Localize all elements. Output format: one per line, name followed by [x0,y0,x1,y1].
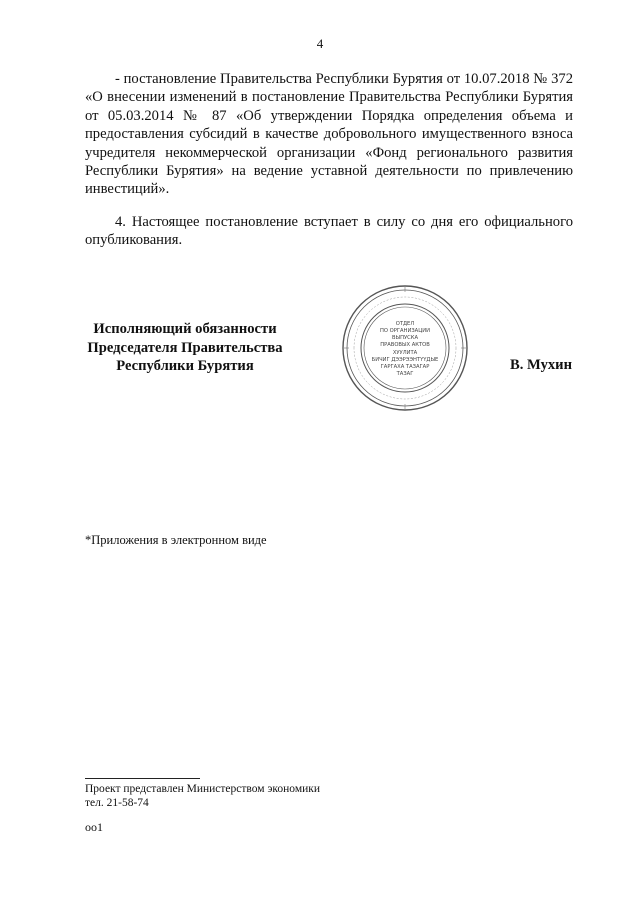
paragraph-effective-date: 4. Настоящее постановление вступает в силу со дня его официального опубликования. [85,214,573,249]
seal-text: ХУУЛИТА [392,350,418,356]
footnote [85,782,320,811]
seal-text: БИЧИГ ДЭЭРЭЭНТҮҮДЫЕ [371,357,439,363]
seal-text: ПО ОРГАНИЗАЦИИ [379,328,431,334]
seal-text: ВЫПУСКА [391,335,419,341]
seal-text: ГАРГАХА ТАЗАГАР [380,364,430,370]
official-seal-stamp [340,283,470,413]
signatory-name: В. Мухин [509,357,572,373]
appendix-note: *Приложения в электронном виде [85,533,267,547]
footnote-presenter: Проект представлен Министерством экономики [85,783,321,795]
page-number: 4 [316,36,324,51]
paragraph-amended-resolution: - постановление Правительства Республики Бурятия от 10.07.2018 № 372 «О внесении изменений в постановление Правительства Республики Бурятия от 05.03.2014 № 87 «Об утверждении Порядка определения объема и предоставления субсидий в качестве добровольного имущественного взноса учредителя некоммерческой организации «Фонд регионального развития Республики Бурятия» на ведение уставной деятельности по привлечению инвестиций». [85,71,573,198]
footnote-phone: тел. 21-58-74 [85,797,149,810]
signatory-position-line: Республики Бурятия [116,358,254,375]
signatory-position-line: Исполняющий обязанности [93,321,277,337]
seal-text: ТАЗАГ [396,371,414,377]
signatory-position-line: Председателя Правительства [87,339,283,356]
footnote-divider [85,778,200,779]
seal-text: ПРАВОВЫХ АКТОВ [380,342,430,348]
document-code: oo1 [85,820,103,834]
signatory-position [85,320,285,376]
seal-text: ОТДЕЛ [395,321,415,327]
